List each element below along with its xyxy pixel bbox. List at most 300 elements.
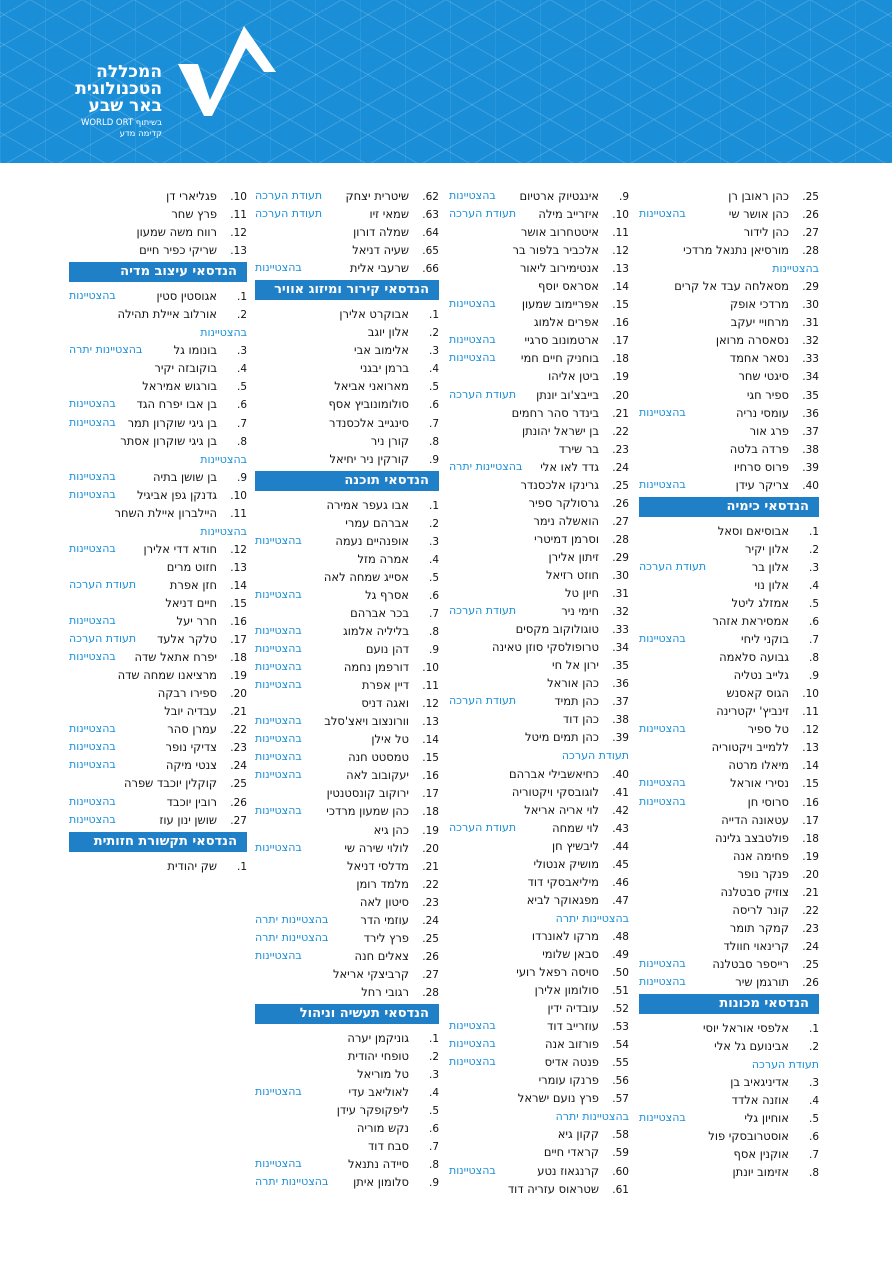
row-number: 42.: [612, 804, 629, 817]
graduate-name: שמאי זיו: [369, 207, 409, 222]
graduate-row: [449, 584, 629, 602]
graduate-name: טל אילן: [371, 732, 409, 747]
row-number: 38.: [612, 714, 629, 727]
honors-tag: בהצטיינות: [255, 732, 302, 746]
graduate-name: אנטימירוב ליאור: [519, 261, 599, 276]
graduate-row: [449, 1035, 629, 1053]
honors-tag: בהצטיינות: [255, 714, 302, 728]
honors-tag: בהצטיינות: [639, 722, 686, 736]
graduate-row: [69, 468, 247, 486]
graduate-row: [639, 829, 819, 847]
graduate-row: [639, 865, 819, 883]
graduate-name: בן גיגי שוקרון אסתר: [120, 433, 217, 448]
row-number: 9.: [236, 471, 247, 484]
row-number: 10.: [230, 191, 247, 203]
graduate-name: שיטרית יצחק: [345, 189, 409, 203]
honors-tag: בהצטיינות יתרה: [255, 912, 329, 926]
row-number: 43.: [612, 822, 629, 835]
graduate-row: [255, 514, 439, 532]
graduate-row: [255, 1173, 439, 1191]
honors-tag: בהצטיינות: [255, 1085, 302, 1099]
graduate-row: [639, 367, 819, 385]
graduate-row: [255, 550, 439, 568]
graduate-row: [69, 756, 247, 774]
row-number: 22.: [612, 425, 629, 438]
graduate-name: אלון יקיר: [745, 541, 789, 556]
row-number: 36.: [612, 678, 629, 691]
row-number: 30.: [802, 299, 819, 312]
row-number: 38.: [802, 443, 819, 456]
graduate-row: [255, 893, 439, 911]
graduate-row: [639, 386, 819, 404]
row-number: 14.: [612, 281, 629, 294]
graduate-name: דיין אפרת: [361, 678, 409, 693]
row-number: 12.: [230, 543, 247, 556]
graduate-name: אבוסיאם וסאל: [717, 523, 789, 538]
graduate-name: יפרח אתאל שדה: [134, 650, 217, 665]
graduate-name: ספיר חגי: [746, 387, 789, 402]
row-number: 5.: [236, 381, 247, 394]
row-number: 47.: [612, 894, 629, 907]
graduate-row: [255, 676, 439, 694]
row-number: 9.: [618, 191, 629, 203]
graduate-name: בוקני ליחי: [741, 632, 789, 647]
column-3: [255, 187, 439, 1191]
row-number: 57.: [612, 1093, 629, 1106]
row-number: 4.: [428, 363, 439, 376]
row-number: 21.: [802, 886, 819, 899]
graduate-name: אוקנין אסף: [733, 1147, 789, 1162]
row-number: 5.: [428, 571, 439, 584]
graduate-row: [69, 738, 247, 756]
row-number: 15.: [422, 752, 439, 765]
graduate-name: צנטי מיקה: [165, 758, 217, 773]
row-number: 8.: [428, 625, 439, 638]
college-logo-text: [75, 64, 162, 140]
row-number: 1.: [428, 1032, 439, 1045]
graduate-name: טופחי יהודית: [347, 1049, 409, 1064]
graduate-row: [449, 801, 629, 819]
graduate-name: אבוקרט אלירן: [339, 307, 409, 322]
graduate-name: דורפמן נחמה: [343, 660, 409, 675]
row-number: 9.: [428, 1177, 439, 1190]
row-number: 6.: [428, 1123, 439, 1136]
graduate-name: בן אבו יפרח הגד: [136, 397, 217, 412]
graduate-name: מרציאנו שמחה שדה: [117, 668, 217, 683]
graduate-row: [449, 223, 629, 241]
graduate-row: [639, 277, 819, 295]
row-number: 15.: [612, 299, 629, 312]
honors-tag: תעודת הערכה: [449, 694, 517, 708]
graduate-row: [449, 476, 629, 494]
graduate-row: [69, 205, 247, 223]
graduate-name: אלכביר בלפור בר: [512, 243, 599, 258]
honors-tag: בהצטיינות: [69, 541, 116, 555]
graduate-name: אפריימוב שמעון: [521, 297, 599, 312]
graduate-name: עוזרייב דוד: [547, 1019, 599, 1034]
graduate-row: [639, 440, 819, 458]
graduate-row: [255, 640, 439, 658]
row-number: 20.: [422, 842, 439, 855]
honors-tag: בהצטיינות: [772, 262, 819, 276]
graduate-name: וסרמן דמיטרי: [534, 531, 599, 546]
graduate-row: [69, 522, 247, 540]
row-number: 14.: [422, 734, 439, 747]
graduate-name: ליבשיץ חן: [552, 838, 599, 853]
honors-tag: תעודת הערכה: [449, 207, 517, 221]
graduate-name: מרדכי אופק: [729, 297, 789, 312]
honors-tag: בהצטיינות: [69, 614, 116, 628]
graduate-name: נקש מוריה: [356, 1121, 409, 1136]
honors-tag: בהצטיינות: [639, 207, 686, 221]
row-number: 19.: [612, 371, 629, 384]
graduate-name: קרינאוי חוולד: [723, 938, 789, 953]
row-number: 25.: [802, 191, 819, 203]
graduate-row: [639, 612, 819, 630]
graduate-row: [449, 440, 629, 458]
graduate-name: היילברון איילת השחר: [114, 505, 217, 520]
honors-tag: בהצטיינות: [449, 297, 496, 311]
graduate-row: [639, 313, 819, 331]
graduate-name: שעיה דניאל: [352, 243, 409, 258]
honors-tag: בהצטיינות: [69, 812, 116, 826]
graduate-name: קונר לריסה: [732, 902, 789, 917]
graduate-row: [639, 1019, 819, 1037]
graduate-name: טמסטט חנה: [348, 750, 409, 765]
graduate-row: [255, 1155, 439, 1173]
graduate-name: אורלוב איילת תהילה: [117, 307, 217, 322]
graduate-row: [449, 1053, 629, 1071]
row-number: 2.: [808, 1041, 819, 1054]
graduate-row: [69, 576, 247, 594]
graduate-row: [255, 414, 439, 432]
graduate-name: לאוליאב עדי: [348, 1085, 409, 1100]
row-number: 3.: [428, 535, 439, 548]
row-number: 24.: [802, 940, 819, 953]
graduate-name: גדד לאו אלי: [540, 459, 599, 474]
graduate-row: [639, 187, 819, 205]
graduate-name: בוחניק חיים חמי: [520, 351, 599, 366]
row-number: 8.: [428, 1159, 439, 1172]
graduate-name: בינדר סהר רחמים: [511, 405, 599, 420]
graduate-row: [255, 223, 439, 241]
graduate-name: טלקר אלעד: [157, 632, 217, 647]
row-number: 26.: [612, 497, 629, 510]
graduate-name: שק יהודית: [167, 858, 217, 873]
graduate-name: כהן דוד: [562, 712, 599, 727]
graduate-name: קוקלין יוכבד שפרה: [123, 776, 217, 791]
row-number: 21.: [422, 860, 439, 873]
honors-tag: בהצטיינות: [449, 1019, 496, 1033]
row-number: 33.: [802, 353, 819, 366]
graduate-row: [449, 404, 629, 422]
graduate-row: [449, 891, 629, 909]
graduate-name: צריקר עידן: [735, 477, 789, 492]
graduate-row: [449, 1143, 629, 1161]
row-number: 62.: [422, 191, 439, 203]
honors-tag: בהצטיינות: [69, 740, 116, 754]
graduate-name: דהן נועם: [365, 642, 409, 657]
graduate-row: [449, 945, 629, 963]
graduate-row: [255, 259, 439, 277]
row-number: 34.: [612, 642, 629, 655]
graduate-row: [449, 512, 629, 530]
row-number: 7.: [428, 607, 439, 620]
row-number: 3.: [428, 1069, 439, 1082]
honors-tag: בהצטיינות: [255, 1157, 302, 1171]
graduate-name: ואגה דניס: [361, 696, 409, 711]
graduate-name: בן גיגי שוקרון תמר: [127, 415, 217, 430]
row-number: 8.: [236, 435, 247, 448]
graduate-name: שושן ינון עוז: [159, 812, 217, 827]
row-number: 32.: [802, 335, 819, 348]
graduate-row: [449, 765, 629, 783]
graduate-row: [639, 738, 819, 756]
graduate-row: [449, 656, 629, 674]
graduate-name: קרנגאוז נטע: [537, 1163, 599, 1178]
row-number: 23.: [230, 742, 247, 755]
row-number: 13.: [612, 263, 629, 276]
graduate-row: [449, 927, 629, 945]
graduate-row: [69, 720, 247, 738]
graduate-row: [449, 981, 629, 999]
row-number: 49.: [612, 948, 629, 961]
graduate-name: איטטחרוב אושר: [520, 225, 599, 240]
honors-tag: בהצטיינות: [69, 794, 116, 808]
graduate-row: [639, 1037, 819, 1055]
row-number: 10.: [230, 489, 247, 502]
row-number: 26.: [230, 796, 247, 809]
honors-tag: בהצטיינות: [449, 1037, 496, 1051]
row-number: 24.: [422, 914, 439, 927]
row-number: 19.: [230, 670, 247, 683]
honors-tag: בהצטיינות: [69, 397, 116, 411]
row-number: 22.: [230, 724, 247, 737]
graduate-row: [255, 983, 439, 1001]
row-number: 58.: [612, 1129, 629, 1142]
honors-tag: בהצטיינות: [255, 948, 302, 962]
graduate-name: בונומו גל: [173, 343, 217, 358]
honors-tag: בהצטיינות: [255, 533, 302, 547]
graduate-row: [255, 1029, 439, 1047]
graduate-row: [639, 259, 819, 277]
graduate-name: אמרה מזל: [357, 551, 409, 566]
row-number: 53.: [612, 1021, 629, 1034]
graduate-name: פרג אור: [749, 423, 789, 438]
honors-tag: בהצטיינות: [69, 487, 116, 501]
graduate-name: עטאונה הדייה: [721, 812, 789, 827]
graduate-name: בליליה אלמוג: [343, 623, 409, 638]
graduate-name: כהן תמיד: [554, 694, 599, 709]
graduate-row: [639, 1127, 819, 1145]
graduate-row: [69, 287, 247, 305]
graduate-row: [255, 947, 439, 965]
graduate-row: [449, 205, 629, 223]
honors-tag: בהצטיינות: [69, 469, 116, 483]
graduate-row: [639, 883, 819, 901]
row-number: 15.: [802, 778, 819, 791]
graduate-row: [449, 548, 629, 566]
graduate-row: [255, 965, 439, 983]
graduate-row: [449, 1107, 629, 1125]
row-number: 13.: [422, 716, 439, 729]
row-number: 8.: [428, 435, 439, 448]
row-number: 13.: [802, 742, 819, 755]
graduate-name: אלימוב אבי: [354, 343, 409, 358]
graduate-name: פנקר נופר: [737, 866, 789, 881]
honors-tag: בהצטיינות יתרה: [69, 343, 143, 357]
row-number: 8.: [808, 652, 819, 665]
row-number: 5.: [808, 1113, 819, 1126]
row-number: 22.: [802, 904, 819, 917]
honors-tag: בהצטיינות: [639, 776, 686, 790]
graduate-row: [255, 766, 439, 784]
graduate-name: רווח משה שמעון: [136, 225, 217, 240]
graduate-row: [69, 504, 247, 522]
graduate-row: [69, 666, 247, 684]
row-number: 24.: [612, 461, 629, 474]
row-number: 32.: [612, 606, 629, 619]
graduate-row: [449, 602, 629, 620]
graduate-name: רגובי רחל: [361, 984, 409, 999]
logo-partner-line: בשיתוף WORLD ORT: [80, 118, 162, 128]
graduate-name: מדלסי דניאל: [347, 858, 409, 873]
row-number: 12.: [422, 698, 439, 711]
row-number: 13.: [230, 245, 247, 258]
graduate-name: גרינקו אלכסנדר: [520, 477, 599, 492]
graduate-row: [639, 594, 819, 612]
row-number: 17.: [230, 634, 247, 647]
row-number: 18.: [612, 353, 629, 366]
graduate-name: גדנקן גפן אביגיל: [136, 487, 217, 502]
graduate-name: פרנקו עומרי: [538, 1073, 599, 1088]
graduate-name: אלון נוי: [754, 577, 789, 592]
graduate-row: [449, 187, 629, 205]
graduate-row: [255, 305, 439, 323]
graduate-row: [69, 377, 247, 395]
row-number: 16.: [422, 770, 439, 783]
graduate-name: חיון טל: [564, 586, 599, 601]
honors-tag: בהצטיינות: [200, 452, 247, 466]
graduate-row: [255, 802, 439, 820]
logo-line-3: באר שבע: [88, 96, 162, 116]
graduate-name: אלון בר: [751, 559, 789, 574]
graduate-name: כהן אושר שי: [728, 207, 789, 222]
row-number: 27.: [230, 814, 247, 827]
row-number: 14.: [802, 760, 819, 773]
row-number: 2.: [236, 309, 247, 322]
graduate-name: חזוט מרים: [166, 559, 217, 574]
honors-tag: תעודת הערכה: [69, 632, 137, 646]
row-number: 11.: [230, 209, 247, 222]
honors-tag: בהצטיינות: [639, 405, 686, 419]
row-number: 11.: [612, 227, 629, 240]
row-number: 61.: [612, 1183, 629, 1196]
graduate-row: [639, 349, 819, 367]
graduate-row: [639, 793, 819, 811]
row-number: 7.: [808, 1149, 819, 1162]
honors-tag: בהצטיינות: [255, 804, 302, 818]
graduate-name: פרוס סרחיו: [733, 459, 789, 474]
graduate-name: בר שירד: [558, 441, 599, 456]
row-number: 65.: [422, 245, 439, 258]
row-number: 9.: [808, 670, 819, 683]
triangle-checkmark-logo-icon: [172, 20, 276, 116]
column-1: [639, 187, 819, 1181]
graduate-row: [69, 594, 247, 612]
graduate-name: זיתון אלירן: [548, 549, 599, 564]
honors-tag: בהצטיינות: [449, 333, 496, 347]
row-number: 34.: [802, 371, 819, 384]
row-number: 3.: [808, 561, 819, 574]
graduate-name: סלומון איתן: [353, 1175, 409, 1190]
graduate-name: שריקי כפיר חיים: [139, 243, 217, 258]
graduate-row: [639, 1163, 819, 1181]
honors-tag: תעודת הערכה: [449, 387, 517, 401]
graduate-row: [449, 873, 629, 891]
graduate-name: אבינועם גל אלי: [714, 1039, 789, 1054]
row-number: 1.: [428, 309, 439, 322]
row-number: 8.: [808, 1167, 819, 1180]
graduate-row: [639, 720, 819, 738]
row-number: 11.: [802, 706, 819, 719]
graduate-row: [255, 1083, 439, 1101]
graduate-name: לולוי שירה שי: [344, 840, 409, 855]
honors-tag: בהצטיינות: [69, 289, 116, 303]
graduate-row: [69, 684, 247, 702]
graduate-row: [255, 857, 439, 875]
graduate-row: [255, 712, 439, 730]
graduate-row: [449, 837, 629, 855]
graduate-row: [255, 1047, 439, 1065]
graduate-row: [639, 458, 819, 476]
logo-line-2: הטכנולוגית: [75, 79, 162, 99]
graduate-name: פרץ לירד: [363, 930, 409, 945]
graduate-row: [255, 187, 439, 205]
graduate-name: קראדי חיים: [543, 1145, 599, 1160]
row-number: 48.: [612, 930, 629, 943]
graduate-row: [255, 839, 439, 857]
row-number: 56.: [612, 1075, 629, 1088]
row-number: 25.: [230, 778, 247, 791]
row-number: 9.: [428, 453, 439, 466]
row-number: 52.: [612, 1003, 629, 1016]
graduate-row: [449, 331, 629, 349]
row-number: 26.: [802, 976, 819, 989]
graduate-row: [449, 386, 629, 404]
row-number: 4.: [236, 363, 247, 376]
graduate-row: [449, 963, 629, 981]
graduate-row: [69, 540, 247, 558]
graduate-name: נסאסרה מרואן: [715, 333, 789, 348]
honors-tag: תעודת הערכה: [751, 1058, 819, 1072]
graduate-row: [255, 323, 439, 341]
graduate-row: [255, 622, 439, 640]
row-number: 39.: [802, 461, 819, 474]
row-number: 40.: [612, 768, 629, 781]
row-number: 60.: [612, 1165, 629, 1178]
row-number: 66.: [422, 263, 439, 276]
honors-tag: בהצטיינות: [639, 794, 686, 808]
graduate-name: חיים דניאל: [165, 595, 217, 610]
row-number: 5.: [808, 597, 819, 610]
graduate-name: מורסיאן נתנאל מרדכי: [683, 243, 789, 258]
graduate-row: [449, 277, 629, 295]
row-number: 37.: [612, 696, 629, 709]
graduate-row: [639, 630, 819, 648]
graduate-name: קמקר תומר: [729, 920, 789, 935]
graduate-name: ברמן יבגני: [360, 361, 409, 376]
